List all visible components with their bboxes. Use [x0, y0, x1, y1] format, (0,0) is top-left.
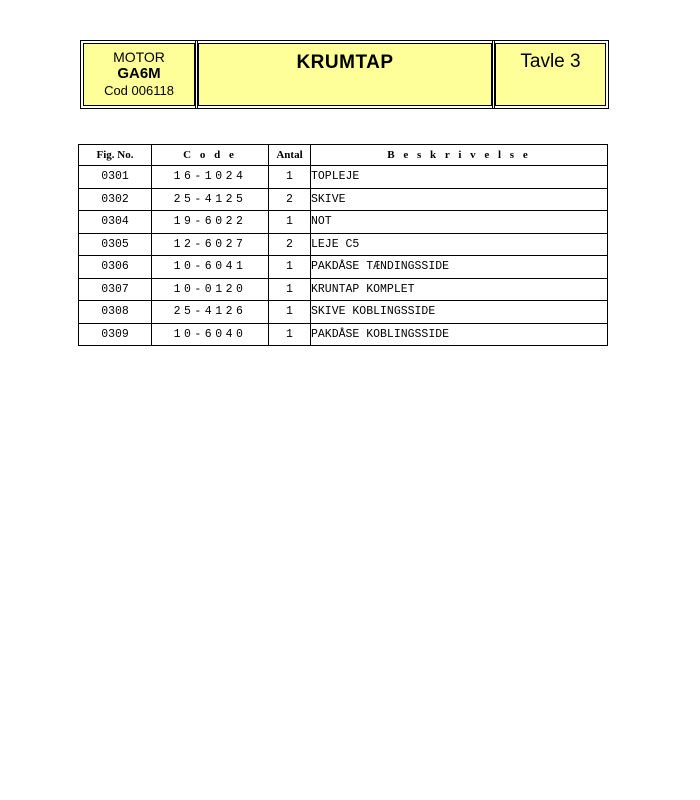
- cell-description: NOT: [311, 211, 608, 234]
- parts-table: [78, 144, 608, 346]
- column-header-qty: Antal: [269, 145, 311, 166]
- table-row: [79, 256, 608, 279]
- cell-fig-no: 0305: [79, 233, 152, 256]
- cell-quantity: 1: [269, 301, 311, 324]
- cell-code: 10-0120: [152, 278, 269, 301]
- cell-description: PAKDÅSE KOBLINGSSIDE: [311, 323, 608, 346]
- cell-code: 25-4125: [152, 188, 269, 211]
- title-box: [198, 43, 492, 106]
- plate-box: [495, 43, 606, 106]
- motor-label: MOTOR: [113, 49, 165, 65]
- table-row: [79, 323, 608, 346]
- cell-description: PAKDÅSE TÆNDINGSSIDE: [311, 256, 608, 279]
- parts-table-body: [79, 166, 608, 346]
- table-row: [79, 301, 608, 324]
- column-header-code: C o d e: [152, 145, 269, 166]
- plate-number: Tavle 3: [520, 51, 581, 72]
- cell-code: 12-6027: [152, 233, 269, 256]
- cell-code: 10-6040: [152, 323, 269, 346]
- page-title: KRUMTAP: [296, 52, 394, 73]
- cell-quantity: 2: [269, 233, 311, 256]
- table-row: [79, 166, 608, 189]
- cell-description: KRUNTAP KOMPLET: [311, 278, 608, 301]
- table-row: [79, 233, 608, 256]
- cell-quantity: 1: [269, 278, 311, 301]
- cell-quantity: 1: [269, 256, 311, 279]
- cell-code: 16-1024: [152, 166, 269, 189]
- table-row: [79, 278, 608, 301]
- cell-description: SKIVE: [311, 188, 608, 211]
- engine-code: Cod 006118: [104, 83, 174, 98]
- cell-fig-no: 0309: [79, 323, 152, 346]
- cell-fig-no: 0304: [79, 211, 152, 234]
- table-row: [79, 188, 608, 211]
- cell-code: 19-6022: [152, 211, 269, 234]
- engine-info-box: [83, 43, 195, 106]
- cell-code: 10-6041: [152, 256, 269, 279]
- cell-quantity: 2: [269, 188, 311, 211]
- table-row: [79, 211, 608, 234]
- cell-fig-no: 0307: [79, 278, 152, 301]
- cell-code: 25-4126: [152, 301, 269, 324]
- cell-quantity: 1: [269, 166, 311, 189]
- column-header-description: B e s k r i v e l s e: [311, 145, 608, 166]
- cell-fig-no: 0301: [79, 166, 152, 189]
- cell-fig-no: 0308: [79, 301, 152, 324]
- column-header-fig: Fig. No.: [79, 145, 152, 166]
- cell-description: SKIVE KOBLINGSSIDE: [311, 301, 608, 324]
- cell-quantity: 1: [269, 211, 311, 234]
- cell-quantity: 1: [269, 323, 311, 346]
- cell-fig-no: 0306: [79, 256, 152, 279]
- table-header-row: [79, 145, 608, 166]
- cell-description: TOPLEJE: [311, 166, 608, 189]
- cell-fig-no: 0302: [79, 188, 152, 211]
- cell-description: LEJE C5: [311, 233, 608, 256]
- engine-model: GA6M: [117, 65, 161, 82]
